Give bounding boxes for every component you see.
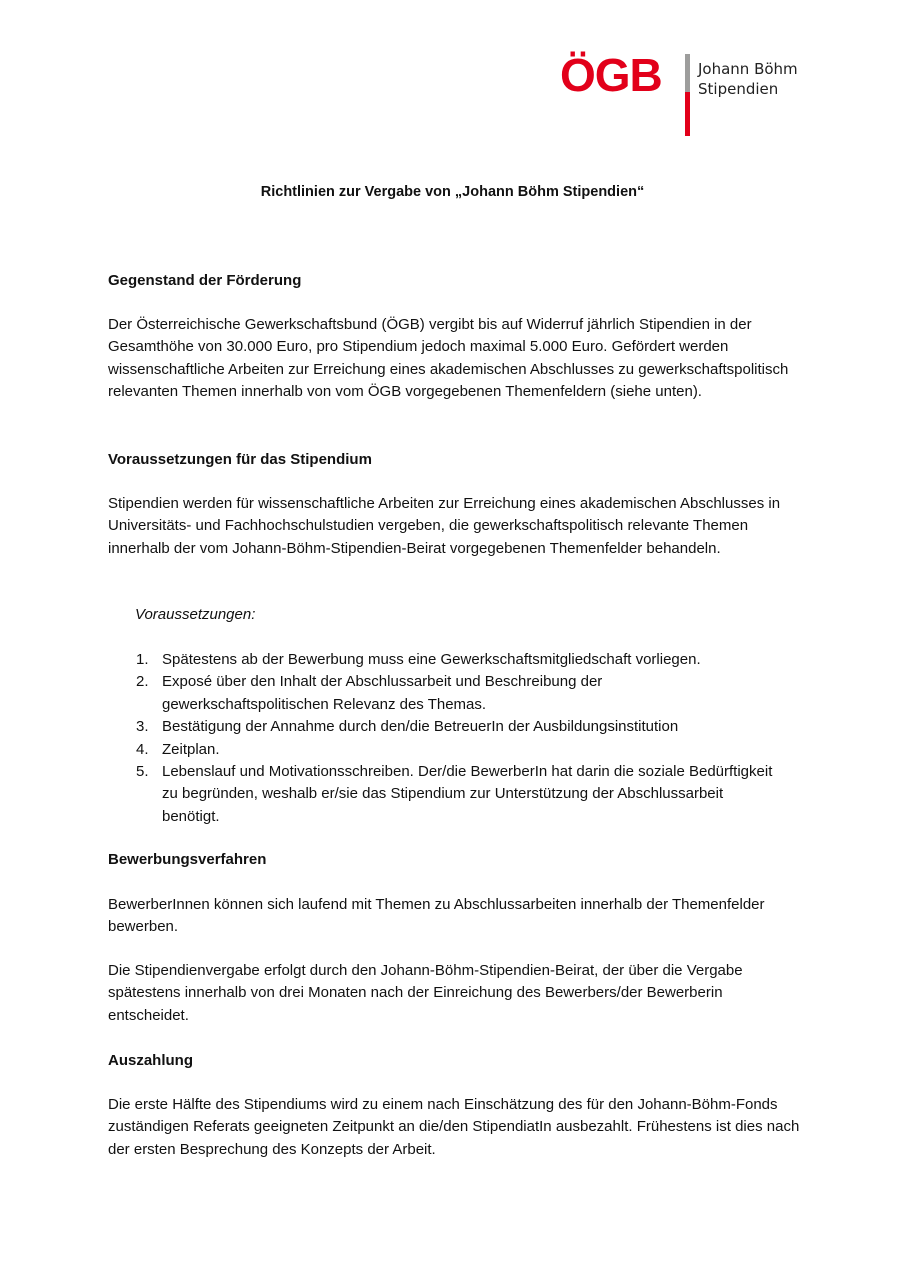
paragraph-bewerbung-2: Die Stipendienvergabe erfolgt durch den Johann-Böhm-Stipendien-Beirat, der über die Vergabe spätestens innerhalb von drei Monaten nach der Einreichung des Bewerbers/der Bewerberin entscheidet. [108,962,743,1024]
heading-gegenstand: Gegenstand der Förderung [108,272,302,289]
heading-auszahlung: Auszahlung [108,1052,193,1069]
document-title: Richtlinien zur Vergabe von „Johann Böhm Stipendien“ [260,184,645,200]
list-item: 1. Spätestens ab der Bewerbung muss eine Gewerkschaftsmitgliedschaft vorliegen. [136,651,701,668]
paragraph-gegenstand: Der Österreichische Gewerkschaftsbund (ÖGB) vergibt bis auf Widerruf jährlich Stipendien in der Gesamthöhe von 30.000 Euro, pro Stipendium jedoch maximal 5.000 Euro. Gefördert werden wissenschaftliche Arbeiten zur Erreichung eines akademischen Abschlusses zu gewerkschaftspolitisch relevanten Themen innerhalb von vom ÖGB vorgegebenen Themenfeldern (siehe unten). [108,316,789,401]
list-item: 3. Bestätigung der Annahme durch den/die BetreuerIn der Ausbildungsinstitution [136,718,679,736]
logo-bar-grey [685,54,690,92]
logo-line-1: Johann Böhm [698,60,798,78]
heading-voraussetzungen: Voraussetzungen für das Stipendium [108,451,372,468]
paragraph-auszahlung: Die erste Hälfte des Stipendiums wird zu einem nach Einschätzung des für den Johann-Böhm-Fonds zuständigen Referats geeigneten Zeitpunkt an die/den StipendiatIn ausbezahlt. Frühestens ist dies nach der ersten Besprechung des Konzepts der Arbeit. [108,1096,800,1158]
requirements-list [108,649,808,828]
paragraph-voraussetzungen: Stipendien werden für wissenschaftliche Arbeiten zur Erreichung eines akademischen Abschlusses in Universitäts- und Fachhochschulstudien vergeben, die gewerkschaftspolitisch relevante Themen innerhalb der vom Johann-Böhm-Stipendien-Beirat vorgegebenen Themenfelder behandeln. [108,495,781,557]
logo-subtitle [698,59,798,99]
list-item: 5. Lebenslauf und Motivationsschreiben. Der/die BewerberIn hat darin die soziale Bedürftigkeit zu begründen, weshalb er/sie das Stipendium zur Unterstützung der Abschlussarbeit benötigt. [136,763,773,825]
subheading-voraussetzungen: Voraussetzungen: [135,606,256,623]
heading-bewerbung: Bewerbungsverfahren [108,851,267,868]
list-item: 2. Exposé über den Inhalt der Abschlussarbeit und Beschreibung der gewerkschaftspolitischen Relevanz des Themas. [136,673,603,713]
logo-line-2: Stipendien [698,80,779,98]
logo-brand: ÖGB [560,49,662,101]
paragraph-bewerbung-1: BewerberInnen können sich laufend mit Themen zu Abschlussarbeiten innerhalb der Themenfelder bewerben. [108,896,765,936]
list-item: 4. Zeitplan. [136,740,220,758]
ogb-logo [560,49,810,138]
